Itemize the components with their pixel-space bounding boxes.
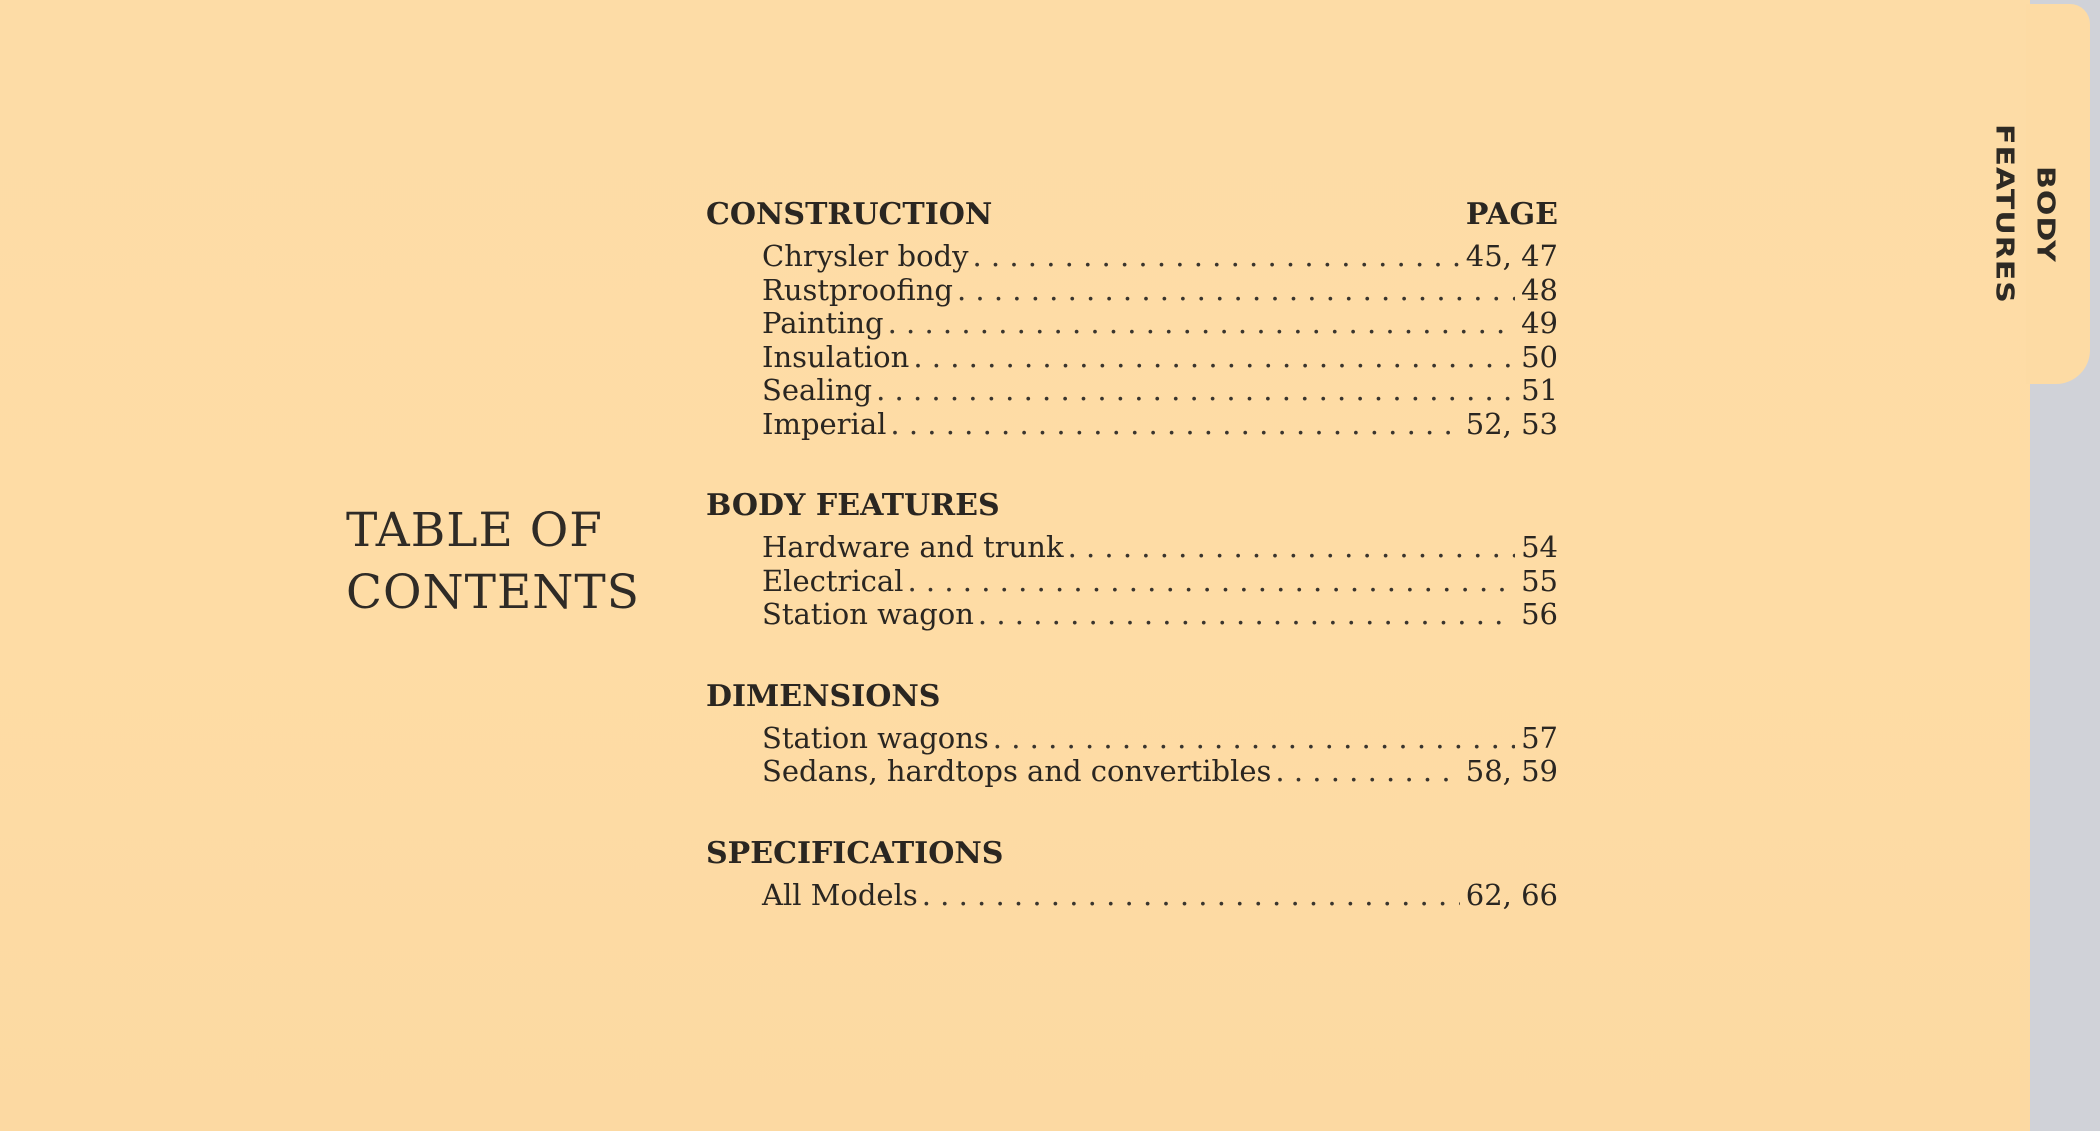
toc-entry[interactable] (706, 341, 1558, 375)
tab-label: BODY FEATURES (1990, 124, 2060, 304)
entry-label: Painting (762, 306, 884, 340)
toc-entry[interactable] (706, 274, 1558, 308)
leader-dots (876, 374, 1515, 408)
entry-label: Station wagons (762, 720, 989, 755)
section-heading: BODY FEATURES (706, 488, 1000, 523)
entry-pages: 48 (1521, 272, 1558, 307)
section-heading: CONSTRUCTION (706, 197, 993, 232)
leader-dots (922, 879, 1460, 913)
entries-construction (706, 240, 1558, 441)
entry-pages: 56 (1521, 597, 1558, 631)
section-construction (706, 190, 1558, 240)
leader-dots (957, 274, 1515, 308)
toc-title (346, 500, 640, 624)
entries-body-features (706, 531, 1558, 632)
toc-entry[interactable] (706, 598, 1558, 632)
entries-dimensions (706, 722, 1558, 789)
toc-title-line1: TABLE OF (346, 503, 603, 558)
toc-entry[interactable] (706, 374, 1558, 408)
entry-pages: 58, 59 (1465, 754, 1558, 788)
toc-entry[interactable] (706, 565, 1558, 599)
toc-entry[interactable] (706, 408, 1558, 442)
entry-pages: 62, 66 (1465, 877, 1558, 912)
toc-entry[interactable] (706, 879, 1558, 913)
leader-dots (1275, 755, 1459, 789)
toc-title-line2: CONTENTS (346, 565, 640, 620)
entry-pages: 54 (1521, 530, 1558, 564)
entry-label: Hardware and trunk (762, 530, 1064, 564)
toc-entry[interactable] (706, 531, 1558, 565)
entry-label: All Models (762, 877, 918, 912)
leader-dots (1068, 531, 1516, 565)
section-gap (706, 632, 1558, 672)
entry-label: Sealing (762, 373, 873, 407)
toc-entry[interactable] (706, 722, 1558, 756)
toc-list (706, 190, 1558, 912)
entry-pages: 49 (1521, 306, 1558, 340)
leader-dots (972, 240, 1459, 274)
entry-pages: 51 (1521, 373, 1558, 407)
section-heading: SPECIFICATIONS (706, 835, 1004, 871)
leader-dots (978, 598, 1515, 632)
leader-dots (907, 565, 1515, 599)
entry-pages: 45, 47 (1465, 239, 1558, 273)
leader-dots (913, 341, 1515, 375)
section-heading: DIMENSIONS (706, 678, 941, 714)
section-gap (706, 789, 1558, 829)
entry-label: Chrysler body (762, 239, 969, 273)
entry-pages: 57 (1521, 720, 1558, 755)
leader-dots (890, 408, 1459, 442)
leader-dots (993, 722, 1515, 756)
toc-entry[interactable] (706, 307, 1558, 341)
entry-label: Insulation (762, 339, 910, 374)
toc-entry[interactable] (706, 755, 1558, 789)
leader-dots (888, 307, 1515, 341)
entry-pages: 55 (1521, 563, 1558, 598)
entry-label: Rustproofing (762, 272, 953, 307)
entry-label: Sedans, hardtops and convertibles (762, 754, 1272, 788)
entry-pages: 52, 53 (1465, 406, 1558, 441)
entry-label: Imperial (762, 406, 887, 441)
entry-label: Electrical (762, 563, 904, 598)
entries-specifications (706, 879, 1558, 913)
entry-label: Station wagon (762, 597, 974, 631)
page-column-header: PAGE (1465, 197, 1558, 232)
entry-pages: 50 (1521, 339, 1558, 374)
section-gap (706, 441, 1558, 481)
toc-entry[interactable] (706, 240, 1558, 274)
